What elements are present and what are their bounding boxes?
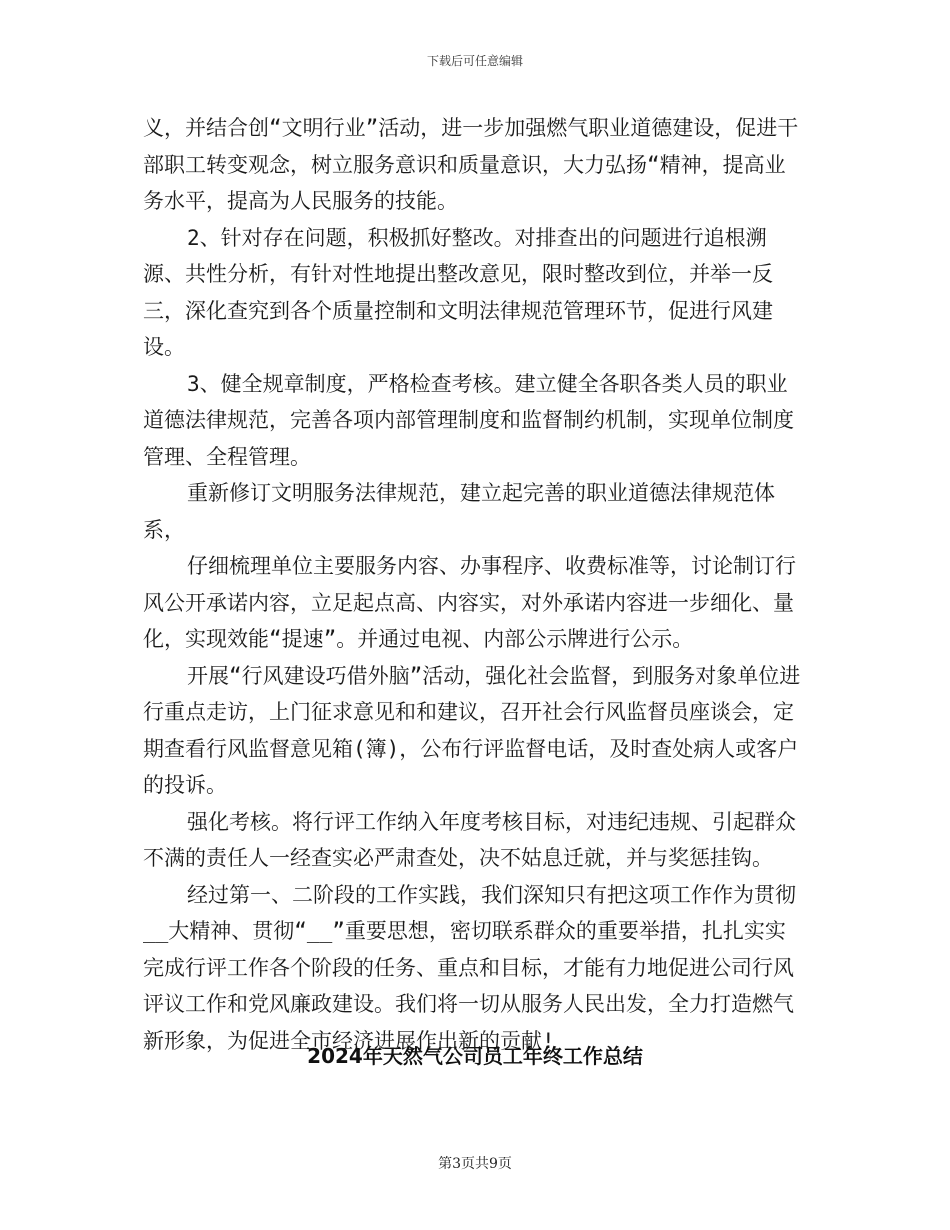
- paragraph: 义，并结合创“文明行业”活动，进一步加强燃气职业道德建设，促进干部职工转变观念，树立服务意识和质量意识，大力弘扬“精神，提高业务水平，提高为人民服务的技能。: [143, 116, 799, 213]
- paragraph: 强化考核。将行评工作纳入年度考核目标，对违纪违规、引起群众不满的责任人一经查实必严肃查处，决不姑息迁就，并与奖惩挂钩。: [143, 809, 796, 870]
- paragraph: 3、健全规章制度，严格检查考核。建立健全各职各类人员的职业道德法律规范，完善各项内部管理制度和监督制约机制，实现单位制度管理、全程管理。: [143, 371, 794, 469]
- paragraph: 开展“行风建设巧借外脑”活动，强化社会监督，到服务对象单位进行重点走访，上门征求意见和和建议，召开社会行风监督员座谈会，定期查看行风监督意见箱(簿)，公布行评监督电话，及时查处病人或客户的投诉。: [143, 663, 801, 797]
- paragraph: 仔细梳理单位主要服务内容、办事程序、收费标准等，讨论制订行风公开承诺内容，立足起点高、内容实，对外承诺内容进一步细化、量化，实现效能“提速”。并通过电视、内部公示牌进行公示。: [143, 554, 796, 651]
- header-note: 下载后可任意编辑: [426, 54, 523, 68]
- paragraph: 经过第一、二阶段的工作实践，我们深知只有把这项工作作为贯彻__大精神、贯彻“__”重要思想，密切联系群众的重要举措，扎扎实实完成行评工作各个阶段的任务、重点和目标，才能有力地促进公司行风评议工作和党风廉政建设。我们将一切从服务人民出发，全力打造燃气新形象，为促进全市经济进展作出新的贡献!: [143, 882, 796, 1053]
- paragraph: 2、针对存在问题，积极抓好整改。对排查出的问题进行追根溯源、共性分析，有针对性地提出整改意见，限时整改到位，并举一反三，深化查究到各个质量控制和文明法律规范管理环节，促进行风建设。: [143, 225, 773, 359]
- paragraph: 重新修订文明服务法律规范，建立起完善的职业道德法律规范体系，: [143, 481, 775, 542]
- section-title: 2024年天然气公司员工年终工作总结: [307, 1044, 643, 1068]
- body-text: [143, 110, 803, 1059]
- page-number: 第3页共9页: [438, 1156, 512, 1172]
